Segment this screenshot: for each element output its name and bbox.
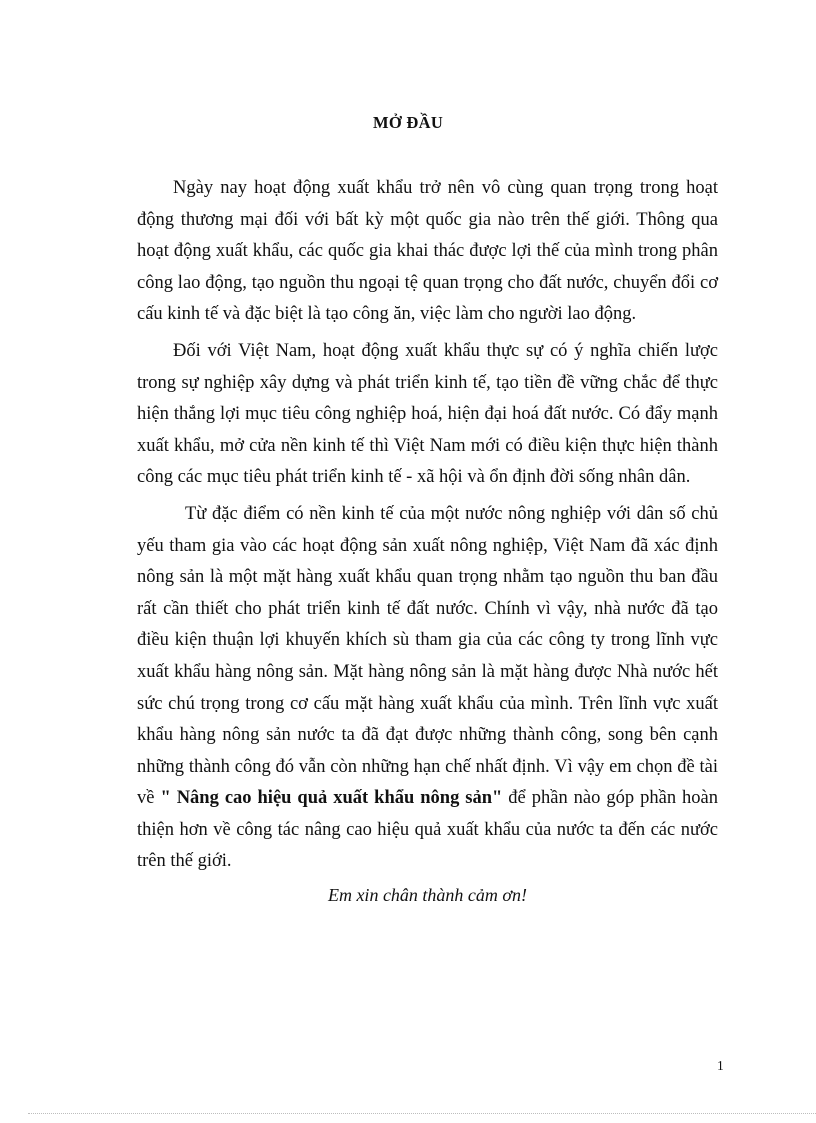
closing-thanks: Em xin chân thành cảm ơn!	[327, 885, 528, 906]
paragraph-agriculture-ending: để phần nào góp phần hoàn thiện hơn về công tác nâng cao hiệu quả xuất khẩu của nước ta đến các nước trên thế giới.	[137, 788, 719, 872]
paragraph-intro: Ngày nay hoạt động xuất khẩu trở nên vô cùng quan trọng trong hoạt động thương mại đối với bất kỳ một quốc gia nào trên thế giới. Thông qua hoạt động xuất khẩu, các quốc gia khai thác được lợi thế của mình trong phân công lao động, tạo nguồn thu ngoại tệ quan trọng cho đất nước, chuyển đổi cơ cấu kinh tế và đặc biệt là tạo công ăn, việc làm cho người lao động.	[137, 178, 718, 325]
paragraph-vietnam: Đối với Việt Nam, hoạt động xuất khẩu thực sự có ý nghĩa chiến lược trong sự nghiệp xây dựng và phát triển kinh tế, tạo tiền đề vững chắc để thực hiện thắng lợi mục tiêu công nghiệp hoá, hiện đại hoá đất nước. Có đẩy mạnh xuất khẩu, mở cửa nền kinh tế thì Việt Nam mới có điều kiện thực hiện thành công các mục tiêu phát triển kinh tế - xã hội và ổn định đời sống nhân dân.	[137, 340, 718, 488]
page-title: MỞ ĐẦU	[372, 113, 444, 132]
page-number: 1	[717, 1058, 724, 1073]
paragraph-agriculture	[137, 499, 718, 878]
thesis-topic: " Nâng cao hiệu quả xuất khẩu nông sản"	[160, 788, 503, 809]
page-bottom-divider	[28, 1113, 816, 1114]
document-body	[137, 173, 718, 912]
paragraph-agriculture-text: Từ đặc điểm có nền kinh tế của một nước nông nghiệp với dân số chủ yếu tham gia vào các hoạt động sản xuất nông nghiệp, Việt Nam đã xác định nông sản là một mặt hàng xuất khẩu quan trọng nhằm tạo nguồn thu ban đầu rất cần thiết cho phát triển kinh tế đất nước. Chính vì vậy, nhà nước đã tạo điều kiện thuận lợi khuyến khích sù tham gia của các công ty trong lĩnh vực xuất khẩu hàng nông sản. Mặt hàng nông sản là mặt hàng được Nhà nước hết sức chú trọng trong cơ cấu mặt hàng xuất khẩu của mình. Trên lĩnh vực xuất khẩu hàng nông sản nước ta đã đạt được những thành công, song bên cạnh những thành công đó vẫn còn những hạn chế nhất định. Vì vậy em chọn đề tài về	[137, 503, 718, 809]
